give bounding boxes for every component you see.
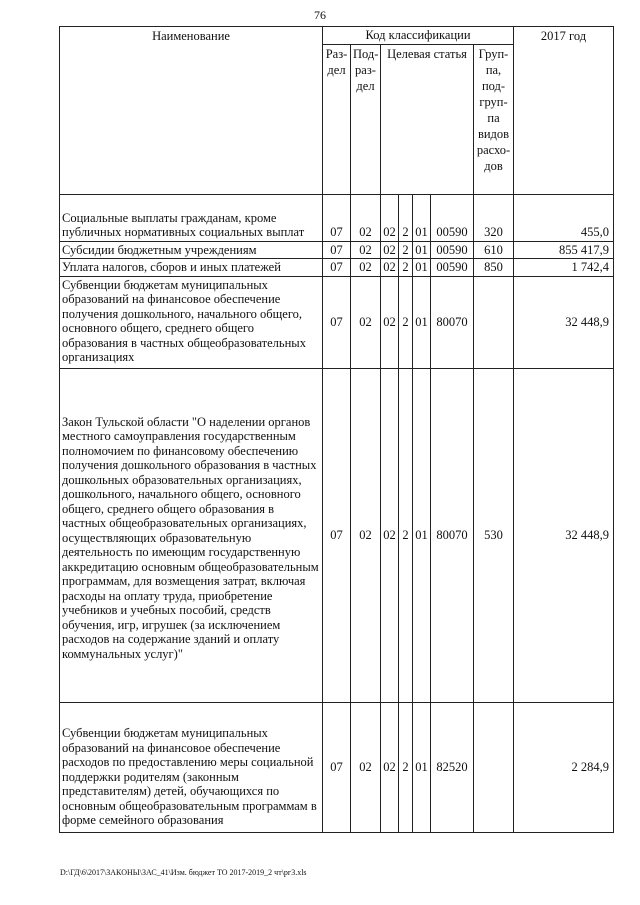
header-target: Целевая статья [381, 44, 474, 194]
row-razdel: 07 [323, 194, 351, 241]
row-name: Субвенции бюджетам муниципальных образований на финансовое обеспечение расходов по предоставлению меры социальной поддержки родителям (законным представителям) детей, обучающихся по основным общеобразовательным программам в форме семейного образования [60, 702, 323, 832]
row-target-4: 00590 [431, 259, 474, 277]
row-target-4: 82520 [431, 702, 474, 832]
row-amount: 32 448,9 [514, 276, 614, 368]
row-target-2: 2 [399, 702, 413, 832]
row-name: Социальные выплаты гражданам, кроме публичных нормативных социальных выплат [60, 194, 323, 241]
row-target-3: 01 [413, 259, 431, 277]
row-target-1: 02 [381, 276, 399, 368]
row-vid [474, 702, 514, 832]
row-target-1: 02 [381, 368, 399, 702]
row-target-2: 2 [399, 241, 413, 259]
row-amount: 32 448,9 [514, 368, 614, 702]
header-name: Наименование [60, 27, 323, 195]
row-amount: 855 417,9 [514, 241, 614, 259]
page-number: 76 [314, 8, 326, 22]
header-subsection: Под- раз- дел [351, 44, 381, 194]
row-name: Закон Тульской области "О наделении органов местного самоуправления государственным полномочием по финансовому обеспечению получения дошкольного образования в частных дошкольных образовательных организациях, дошкольного, начального общего, основного общего, среднего общего образования в частных общеобразовательных организациях, осуществляющих образовательную деятельность по имеющим государственную аккредитацию основным общеобразовательным программам, для возмещения затрат, включая расходы на оплату труда, приобретение учебников и учебных пособий, средств обучения, игр, игрушек (за исключением расходов на содержание зданий и оплату коммунальных услуг)" [60, 368, 323, 702]
row-vid: 850 [474, 259, 514, 277]
row-vid: 530 [474, 368, 514, 702]
row-razdel: 07 [323, 241, 351, 259]
row-target-3: 01 [413, 241, 431, 259]
row-target-4: 00590 [431, 194, 474, 241]
row-name: Субсидии бюджетным учреждениям [60, 241, 323, 259]
header-expense-group: Груп- па, под- груп- па видов расхо- дов [474, 44, 514, 194]
row-target-2: 2 [399, 259, 413, 277]
row-podrazdel: 02 [351, 259, 381, 277]
budget-table [59, 26, 614, 833]
table-row [60, 276, 614, 368]
row-vid [474, 276, 514, 368]
row-target-1: 02 [381, 259, 399, 277]
header-year: 2017 год [514, 27, 614, 195]
row-target-2: 2 [399, 368, 413, 702]
row-vid: 320 [474, 194, 514, 241]
table-row [60, 368, 614, 702]
row-target-4: 80070 [431, 276, 474, 368]
file-path-footer: D:\ГД\6\2017\ЗАКОНЫ\ЗАС_41\Изм. бюджет ТО 2017-2019_2 чт\рг3.xls [60, 868, 307, 877]
table-row [60, 194, 614, 241]
row-target-1: 02 [381, 241, 399, 259]
row-vid: 610 [474, 241, 514, 259]
row-name: Уплата налогов, сборов и иных платежей [60, 259, 323, 277]
row-name: Субвенции бюджетам муниципальных образований на финансовое обеспечение получения дошкольного, начального общего, основного общего, среднего общего образования в частных общеобразовательных организациях [60, 276, 323, 368]
row-target-3: 01 [413, 702, 431, 832]
row-target-3: 01 [413, 276, 431, 368]
row-target-4: 00590 [431, 241, 474, 259]
row-target-2: 2 [399, 276, 413, 368]
table-row [60, 241, 614, 259]
row-amount: 2 284,9 [514, 702, 614, 832]
header-code-group: Код классификации [323, 27, 514, 45]
row-razdel: 07 [323, 259, 351, 277]
row-podrazdel: 02 [351, 194, 381, 241]
row-razdel: 07 [323, 702, 351, 832]
row-podrazdel: 02 [351, 368, 381, 702]
header-section: Раз- дел [323, 44, 351, 194]
row-target-1: 02 [381, 702, 399, 832]
row-target-4: 80070 [431, 368, 474, 702]
table-row [60, 259, 614, 277]
row-target-1: 02 [381, 194, 399, 241]
row-amount: 455,0 [514, 194, 614, 241]
row-razdel: 07 [323, 368, 351, 702]
table-row [60, 702, 614, 832]
row-podrazdel: 02 [351, 276, 381, 368]
row-amount: 1 742,4 [514, 259, 614, 277]
row-razdel: 07 [323, 276, 351, 368]
row-podrazdel: 02 [351, 702, 381, 832]
row-target-3: 01 [413, 368, 431, 702]
row-podrazdel: 02 [351, 241, 381, 259]
row-target-2: 2 [399, 194, 413, 241]
row-target-3: 01 [413, 194, 431, 241]
